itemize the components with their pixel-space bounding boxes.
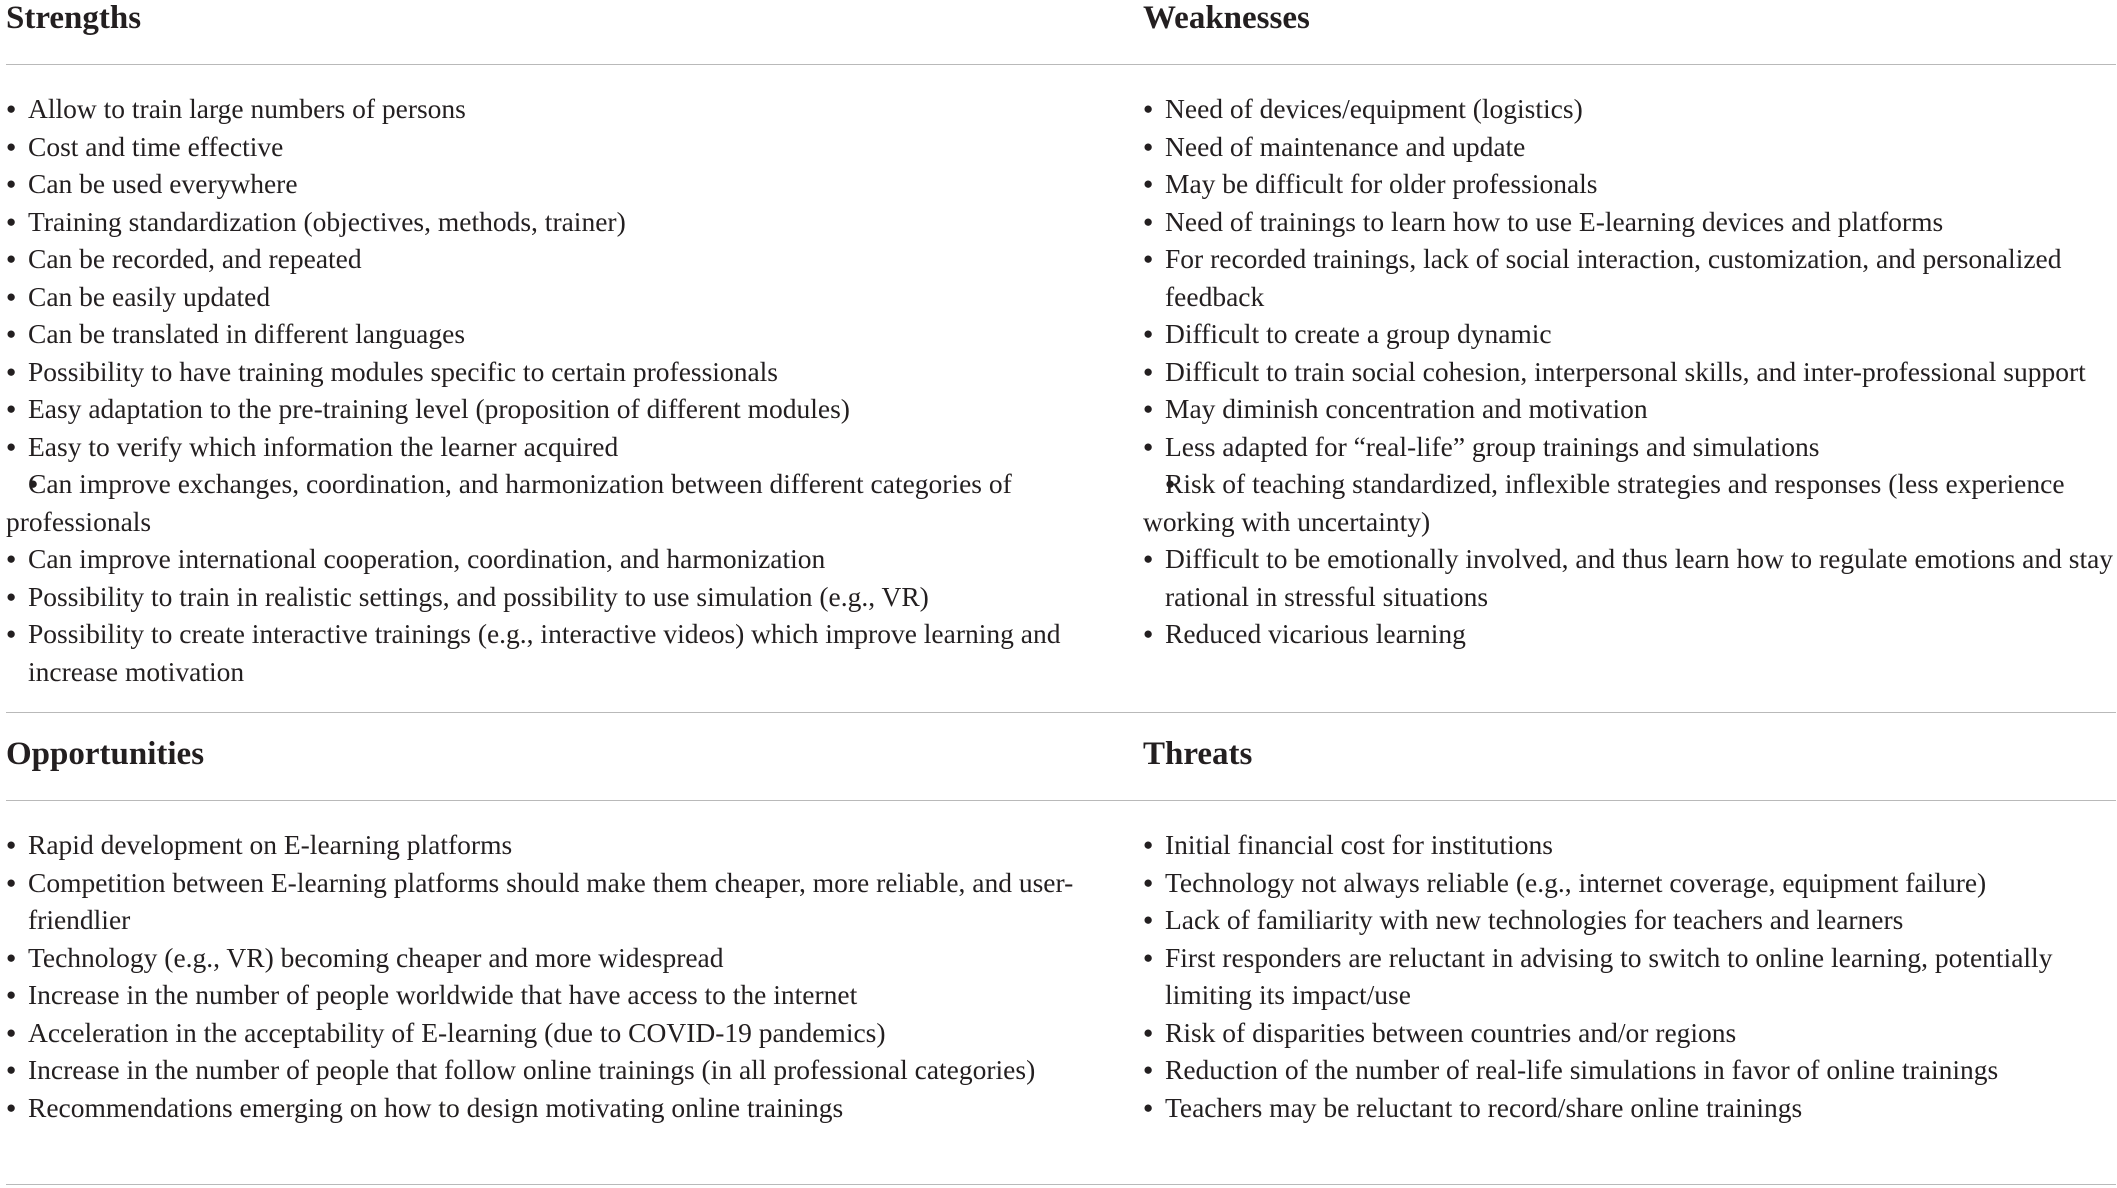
strengths-list <box>6 90 1126 690</box>
list-item: ● Possibility to create interactive trainings (e.g., interactive videos) which improve learning and increase motivation <box>6 615 1126 690</box>
weaknesses-list <box>1143 90 2115 653</box>
list-item: ● Cost and time effective <box>6 128 1126 166</box>
list-item: ● Initial financial cost for institutions <box>1143 826 2115 864</box>
opportunities-list <box>6 826 1116 1126</box>
list-item: ● May be difficult for older professionals <box>1143 165 2115 203</box>
weaknesses-heading: Weaknesses <box>1143 0 1310 36</box>
list-item: ● Lack of familiarity with new technologies for teachers and learners <box>1143 901 2115 939</box>
threats-list <box>1143 826 2115 1126</box>
list-item: ● Reduction of the number of real-life simulations in favor of online trainings <box>1143 1051 2115 1089</box>
list-item: ● Risk of disparities between countries and/or regions <box>1143 1014 2115 1052</box>
list-item: ● Can be recorded, and repeated <box>6 240 1126 278</box>
list-item: ● Possibility to train in realistic settings, and possibility to use simulation (e.g., VR) <box>6 578 1126 616</box>
rule-top <box>6 64 2116 65</box>
list-item: ● Difficult to train social cohesion, interpersonal skills, and inter-professional support <box>1143 353 2115 391</box>
list-item: ● Can be translated in different languages <box>6 315 1126 353</box>
list-item: ● Increase in the number of people worldwide that have access to the internet <box>6 976 1116 1014</box>
list-item: ● Technology not always reliable (e.g., internet coverage, equipment failure) <box>1143 864 2115 902</box>
list-item: ● First responders are reluctant in advising to switch to online learning, potentially limiting its impact/use <box>1143 939 2115 1014</box>
list-item: ● Need of maintenance and update <box>1143 128 2115 166</box>
list-item: ● Need of devices/equipment (logistics) <box>1143 90 2115 128</box>
list-item: ● Technology (e.g., VR) becoming cheaper and more widespread <box>6 939 1116 977</box>
list-item: ● Possibility to have training modules specific to certain professionals <box>6 353 1126 391</box>
list-item: ● Increase in the number of people that follow online trainings (in all professional categories) <box>6 1051 1116 1089</box>
rule-lower <box>6 800 2116 801</box>
strengths-heading: Strengths <box>6 0 142 36</box>
list-item: ● Difficult to be emotionally involved, and thus learn how to regulate emotions and stay rational in stressful situations <box>1143 540 2115 615</box>
list-item: ● May diminish concentration and motivation <box>1143 390 2115 428</box>
list-item: ● Easy adaptation to the pre-training level (proposition of different modules) <box>6 390 1126 428</box>
list-item: ● Can improve international cooperation, coordination, and harmonization <box>6 540 1126 578</box>
list-item: ● Recommendations emerging on how to design motivating online trainings <box>6 1089 1116 1127</box>
list-item: ● Rapid development on E-learning platforms <box>6 826 1116 864</box>
list-item: ● Training standardization (objectives, methods, trainer) <box>6 203 1126 241</box>
list-item: ● Can improve exchanges, coordination, and harmonization between different categories of professionals <box>6 465 1126 540</box>
list-item: ● Teachers may be reluctant to record/share online trainings <box>1143 1089 2115 1127</box>
list-item: ● Risk of teaching standardized, inflexible strategies and responses (less experience working with uncertainty) <box>1143 465 2115 540</box>
list-item: ● Allow to train large numbers of persons <box>6 90 1126 128</box>
rule-bottom <box>6 1184 2116 1185</box>
rule-middle <box>6 712 2116 713</box>
list-item: ● Can be used everywhere <box>6 165 1126 203</box>
list-item: ● Need of trainings to learn how to use E-learning devices and platforms <box>1143 203 2115 241</box>
list-item: ● For recorded trainings, lack of social interaction, customization, and personalized feedback <box>1143 240 2115 315</box>
list-item: ● Difficult to create a group dynamic <box>1143 315 2115 353</box>
list-item: ● Competition between E-learning platforms should make them cheaper, more reliable, and user-friendlier <box>6 864 1116 939</box>
list-item: ● Less adapted for “real-life” group trainings and simulations <box>1143 428 2115 466</box>
list-item: ● Reduced vicarious learning <box>1143 615 2115 653</box>
threats-heading: Threats <box>1143 736 1253 772</box>
list-item: ● Acceleration in the acceptability of E-learning (due to COVID-19 pandemics) <box>6 1014 1116 1052</box>
opportunities-heading: Opportunities <box>6 736 205 772</box>
list-item: ● Easy to verify which information the learner acquired <box>6 428 1126 466</box>
list-item: ● Can be easily updated <box>6 278 1126 316</box>
